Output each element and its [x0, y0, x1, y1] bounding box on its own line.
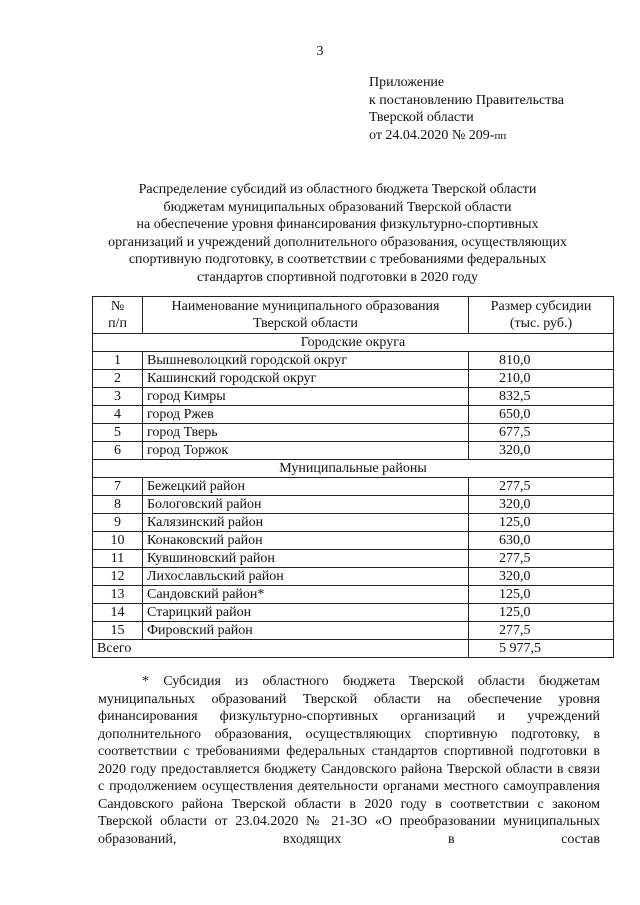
row-amount: 277,5: [469, 478, 614, 496]
title-line: Распределение субсидий из областного бюджета Тверской области: [138, 182, 537, 197]
row-amount: 320,0: [469, 568, 614, 586]
table-header-row: [93, 297, 614, 334]
table-row: [93, 442, 614, 460]
row-name: Сандовский район*: [143, 586, 469, 604]
table-row: [93, 370, 614, 388]
row-name: город Тверь: [143, 424, 469, 442]
row-name: Лихославльский район: [143, 568, 469, 586]
row-amount: 677,5: [469, 424, 614, 442]
table-row: [93, 568, 614, 586]
title-line: стандартов спортивной подготовки в 2020 году: [196, 269, 479, 285]
table-row: [93, 406, 614, 424]
row-num: 4: [93, 406, 143, 424]
table-row: [93, 532, 614, 550]
subsidies-table: [92, 296, 614, 658]
header-name-line: Тверской области: [253, 316, 358, 331]
row-name: город Кимры: [143, 388, 469, 406]
row-name: Конаковский район: [143, 532, 469, 550]
header-num: [93, 297, 143, 334]
appendix-date: от 24.04.2020: [369, 127, 452, 143]
title-line: спортивную подготовку, в соответствии с требованиями федеральных: [128, 252, 547, 267]
row-amount: 125,0: [469, 586, 614, 604]
row-num: 7: [93, 478, 143, 496]
row-amount: 320,0: [469, 496, 614, 514]
appendix-line: Приложение: [369, 75, 445, 90]
header-num-line: №: [110, 299, 125, 314]
section-title: Муниципальные районы: [93, 460, 614, 478]
title-line: бюджетам муниципальных образований Тверской области: [163, 199, 512, 215]
row-amount: 125,0: [469, 514, 614, 532]
appendix-number-suffix: пп: [494, 129, 507, 142]
total-label: Всего: [93, 640, 469, 658]
header-amount: [469, 297, 614, 334]
appendix-block: [369, 74, 564, 145]
section-row: [93, 334, 614, 352]
row-name: Кувшиновский район: [143, 550, 469, 568]
row-num: 9: [93, 514, 143, 532]
total-row: [93, 640, 614, 658]
row-amount: 630,0: [469, 532, 614, 550]
row-name: Кашинский городской округ: [143, 370, 469, 388]
row-num: 11: [93, 550, 143, 568]
row-name: город Торжок: [143, 442, 469, 460]
row-num: 6: [93, 442, 143, 460]
title-line: организаций и учреждений дополнительного образования, осуществляющих: [108, 234, 567, 250]
page-number: 3: [316, 44, 324, 59]
row-name: город Ржев: [143, 406, 469, 424]
row-num: 8: [93, 496, 143, 514]
row-num: 2: [93, 370, 143, 388]
table-row: [93, 478, 614, 496]
header-amount-line: Размер субсидии: [490, 299, 592, 314]
row-amount: 277,5: [469, 622, 614, 640]
row-num: 10: [93, 532, 143, 550]
table-row: [93, 424, 614, 442]
row-amount: 810,0: [469, 352, 614, 370]
appendix-number: № 209-: [451, 127, 495, 143]
table-row: [93, 622, 614, 640]
table-row: [93, 586, 614, 604]
row-num: 15: [93, 622, 143, 640]
row-amount: 832,5: [469, 388, 614, 406]
document-title: [70, 181, 605, 286]
row-name: Бежецкий район: [143, 478, 469, 496]
row-name: Вышневолоцкий городской округ: [143, 352, 469, 370]
row-name: Бологовский район: [143, 496, 469, 514]
row-amount: 277,5: [469, 550, 614, 568]
header-name-line: Наименование муниципального образования: [171, 299, 440, 314]
row-amount: 650,0: [469, 406, 614, 424]
row-num: 13: [93, 586, 143, 604]
row-name: Калязинский район: [143, 514, 469, 532]
row-amount: 320,0: [469, 442, 614, 460]
section-title: Городские округа: [93, 334, 614, 352]
row-amount: 210,0: [469, 370, 614, 388]
table-row: [93, 352, 614, 370]
table-row: [93, 514, 614, 532]
header-amount-line: (тыс. руб.): [509, 316, 573, 331]
header-name: [143, 297, 469, 334]
row-name: Фировский район: [143, 622, 469, 640]
section2-rows: [93, 478, 614, 640]
appendix-line: Тверской области: [369, 110, 474, 125]
total-amount: 5 977,5: [469, 640, 614, 658]
row-name: Старицкий район: [143, 604, 469, 622]
section-row: [93, 460, 614, 478]
row-num: 1: [93, 352, 143, 370]
row-amount: 125,0: [469, 604, 614, 622]
row-num: 5: [93, 424, 143, 442]
row-num: 14: [93, 604, 143, 622]
table-row: [93, 604, 614, 622]
row-num: 12: [93, 568, 143, 586]
appendix-line: к постановлению Правительства: [369, 92, 565, 108]
table-row: [93, 496, 614, 514]
header-num-line: п/п: [108, 316, 127, 331]
table-row: [93, 388, 614, 406]
table-row: [93, 550, 614, 568]
section1-rows: [93, 352, 614, 460]
appendix-date-line: [369, 127, 564, 146]
title-line: на обеспечение уровня финансирования физкультурно-спортивных: [136, 217, 539, 232]
footnote: * Субсидия из областного бюджета Тверской области бюджетам муниципальных образований Тверской области на обеспечение уровня финансирования физкультурно-спортивных организаций и учреждений дополнительного образования, осуществляющих спортивную подготовку, в соответствии с требованиями федеральных стандартов спортивной подготовки в 2020 году предоставляется бюджету Сандовского района Тверской области в связи с продолжением осуществления деятельности органами местного самоуправления Сандовского района Тверской области в 2020 году в соответствии с законом Тверской области от 23.04.2020 № 21-ЗО «О преобразовании муниципальных образований, входящих в состав: [98, 674, 600, 847]
row-num: 3: [93, 388, 143, 406]
